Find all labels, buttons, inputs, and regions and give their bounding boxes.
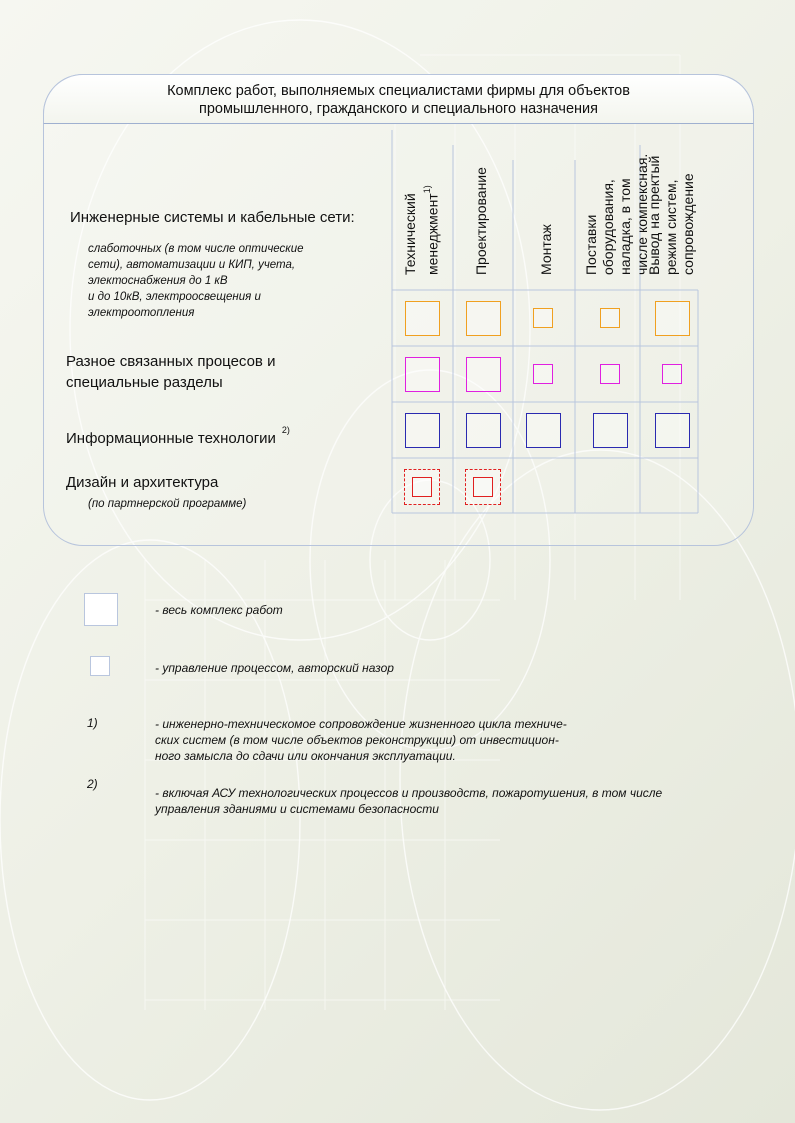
column-header-tech-management: Технический менеджмент$^{1)}$	[402, 185, 441, 275]
cell-symbol-design-inner	[412, 477, 432, 497]
cell-symbol-full	[405, 413, 440, 448]
footnote-text-2: - включая АСУ технологических процессов и производств, пожаротушения, в том числе управления зданиями и системами безопасности	[155, 786, 663, 816]
row-title-it: Информационные технологии $^{2)}$	[66, 425, 290, 447]
row-title-engineering-systems: Инженерные системы и кабельные сети:	[70, 209, 355, 226]
cell-symbol-full	[466, 357, 501, 392]
legend-symbol-full	[84, 593, 118, 626]
column-header-design: Проектирование	[473, 167, 489, 275]
cell-symbol-manage	[533, 308, 553, 328]
column-header-installation: Монтаж	[538, 224, 554, 275]
row-subtitle-design-architecture: (по партнерской программе)	[88, 498, 247, 510]
cell-symbol-full	[655, 301, 690, 336]
panel-title-line-2: промышленного, гражданского и специального назначения	[198, 101, 599, 117]
cell-symbol-manage	[600, 364, 620, 384]
row-subtitle-engineering-systems: слаботочных (в том числе оптические сети), автоматизации и КИП, учета, электоснабжения до 1 кВ и до 10кВ, электроосвещения и электроотопления	[88, 243, 304, 319]
row-title-related-processes: Разное связанных процесов и специальные разделы	[66, 353, 276, 391]
cell-symbol-design-inner	[473, 477, 493, 497]
panel-title-line-1: Комплекс работ, выполняемых специалистами фирмы для объектов	[167, 83, 630, 99]
cell-symbol-manage	[533, 364, 553, 384]
legend-symbol-manage	[90, 656, 110, 676]
footnote-text-1: - инженерно-техническомое сопровождение жизненного цикла техниче- ских систем (в том числе объектов реконструкции) от инвестицион- ного замысла до сдачи или окончания эксплуатации.	[155, 717, 567, 763]
cell-symbol-full	[655, 413, 690, 448]
legend-text-full: - весь комплекс работ	[155, 603, 283, 617]
row-title-design-architecture: Дизайн и архитектура	[66, 474, 219, 491]
cell-symbol-manage	[600, 308, 620, 328]
column-header-supply: Поставки оборудования, наладка, в том числе компексная.	[583, 153, 650, 275]
legend-text-manage: - управление процессом, авторский назор	[155, 661, 394, 675]
footnote-mark-2: 2)	[87, 777, 98, 791]
cell-symbol-full	[405, 301, 440, 336]
column-header-commissioning: Вывод на пректый режим систем, сопровождение	[646, 155, 696, 275]
cell-symbol-full	[593, 413, 628, 448]
cell-symbol-full	[466, 413, 501, 448]
column-footnote-mark: 1)	[422, 185, 432, 194]
cell-symbol-full	[405, 357, 440, 392]
cell-symbol-full	[466, 301, 501, 336]
cell-symbol-full	[526, 413, 561, 448]
cell-symbol-manage	[662, 364, 682, 384]
row-footnote-mark: 2)	[281, 425, 290, 435]
footnote-mark-1: 1)	[87, 716, 98, 730]
